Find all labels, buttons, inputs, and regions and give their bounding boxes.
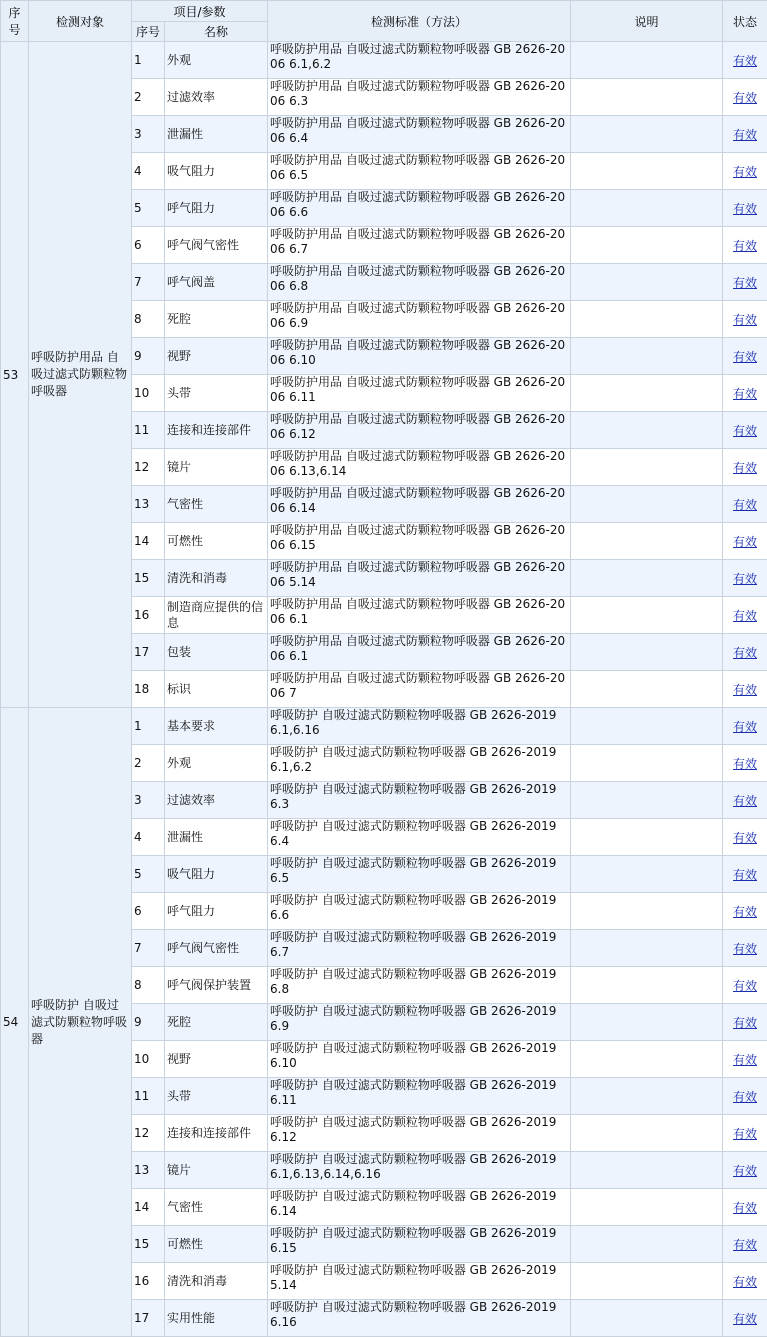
item-status-cell	[723, 523, 767, 560]
item-note	[571, 264, 723, 301]
status-link[interactable]: 有效	[733, 905, 757, 919]
status-link[interactable]: 有效	[733, 720, 757, 734]
item-name: 标识	[165, 671, 268, 708]
status-link[interactable]: 有效	[733, 54, 757, 68]
status-link[interactable]: 有效	[733, 387, 757, 401]
item-name: 可燃性	[165, 523, 268, 560]
item-status-cell	[723, 671, 767, 708]
status-link[interactable]: 有效	[733, 572, 757, 586]
item-number: 9	[132, 338, 165, 375]
item-note	[571, 412, 723, 449]
item-standard: 呼吸防护 自吸过滤式防颗粒物呼吸器 GB 2626-2019 6.4	[268, 819, 571, 856]
item-note	[571, 190, 723, 227]
item-name: 镜片	[165, 449, 268, 486]
item-number: 14	[132, 1189, 165, 1226]
item-number: 8	[132, 967, 165, 1004]
status-link[interactable]: 有效	[733, 683, 757, 697]
item-name: 实用性能	[165, 1300, 268, 1337]
table-header	[1, 1, 767, 42]
item-note	[571, 1078, 723, 1115]
status-link[interactable]: 有效	[733, 239, 757, 253]
item-status-cell	[723, 412, 767, 449]
status-link[interactable]: 有效	[733, 276, 757, 290]
item-name: 基本要求	[165, 708, 268, 745]
item-standard: 呼吸防护 自吸过滤式防颗粒物呼吸器 GB 2626-2019 6.9	[268, 1004, 571, 1041]
item-status-cell	[723, 634, 767, 671]
item-status-cell	[723, 930, 767, 967]
item-name: 头带	[165, 1078, 268, 1115]
item-note	[571, 79, 723, 116]
status-link[interactable]: 有效	[733, 1312, 757, 1326]
item-standard: 呼吸防护 自吸过滤式防颗粒物呼吸器 GB 2626-2019 6.6	[268, 893, 571, 930]
item-name: 可燃性	[165, 1226, 268, 1263]
item-status-cell	[723, 449, 767, 486]
item-note	[571, 227, 723, 264]
item-status-cell	[723, 153, 767, 190]
status-link[interactable]: 有效	[733, 1127, 757, 1141]
header-item-seq: 序号	[132, 22, 165, 42]
item-name: 呼气阻力	[165, 893, 268, 930]
item-number: 15	[132, 1226, 165, 1263]
status-link[interactable]: 有效	[733, 1053, 757, 1067]
item-standard: 呼吸防护用品 自吸过滤式防颗粒物呼吸器 GB 2626-2006 6.13,6.14	[268, 449, 571, 486]
item-name: 呼气阀气密性	[165, 227, 268, 264]
item-standard: 呼吸防护 自吸过滤式防颗粒物呼吸器 GB 2626-2019 5.14	[268, 1263, 571, 1300]
item-number: 7	[132, 930, 165, 967]
header-note: 说明	[571, 1, 723, 42]
item-status-cell	[723, 782, 767, 819]
header-object: 检测对象	[29, 1, 132, 42]
item-name: 外观	[165, 42, 268, 79]
item-number: 13	[132, 486, 165, 523]
item-status-cell	[723, 1189, 767, 1226]
status-link[interactable]: 有效	[733, 1201, 757, 1215]
item-number: 11	[132, 1078, 165, 1115]
item-number: 6	[132, 893, 165, 930]
item-note	[571, 1152, 723, 1189]
item-status-cell	[723, 375, 767, 412]
status-link[interactable]: 有效	[733, 128, 757, 142]
item-status-cell	[723, 967, 767, 1004]
item-note	[571, 486, 723, 523]
item-name: 泄漏性	[165, 819, 268, 856]
item-note	[571, 449, 723, 486]
status-link[interactable]: 有效	[733, 498, 757, 512]
item-name: 连接和连接部件	[165, 412, 268, 449]
item-note	[571, 930, 723, 967]
table-row	[1, 42, 767, 79]
item-standard: 呼吸防护 自吸过滤式防颗粒物呼吸器 GB 2626-2019 6.7	[268, 930, 571, 967]
item-name: 头带	[165, 375, 268, 412]
status-link[interactable]: 有效	[733, 461, 757, 475]
item-note	[571, 782, 723, 819]
header-status: 状态	[723, 1, 767, 42]
item-standard: 呼吸防护用品 自吸过滤式防颗粒物呼吸器 GB 2626-2006 6.3	[268, 79, 571, 116]
item-number: 4	[132, 819, 165, 856]
item-status-cell	[723, 1300, 767, 1337]
item-standard: 呼吸防护用品 自吸过滤式防颗粒物呼吸器 GB 2626-2006 6.8	[268, 264, 571, 301]
item-name: 气密性	[165, 486, 268, 523]
status-link[interactable]: 有效	[733, 979, 757, 993]
group-seq: 53	[1, 42, 29, 708]
item-note	[571, 338, 723, 375]
item-note	[571, 819, 723, 856]
item-standard: 呼吸防护 自吸过滤式防颗粒物呼吸器 GB 2626-2019 6.3	[268, 782, 571, 819]
item-status-cell	[723, 819, 767, 856]
item-status-cell	[723, 1152, 767, 1189]
item-number: 9	[132, 1004, 165, 1041]
item-status-cell	[723, 301, 767, 338]
header-seq: 序号	[1, 1, 29, 42]
item-note	[571, 967, 723, 1004]
group-object: 呼吸防护用品 自吸过滤式防颗粒物呼吸器	[29, 42, 132, 708]
item-status-cell	[723, 264, 767, 301]
item-number: 16	[132, 1263, 165, 1300]
item-name: 过滤效率	[165, 79, 268, 116]
item-status-cell	[723, 893, 767, 930]
item-status-cell	[723, 338, 767, 375]
header-standard: 检测标准（方法）	[268, 1, 571, 42]
item-note	[571, 1041, 723, 1078]
item-standard: 呼吸防护用品 自吸过滤式防颗粒物呼吸器 GB 2626-2006 6.10	[268, 338, 571, 375]
item-status-cell	[723, 486, 767, 523]
item-status-cell	[723, 227, 767, 264]
item-number: 11	[132, 412, 165, 449]
item-name: 视野	[165, 338, 268, 375]
item-number: 10	[132, 375, 165, 412]
status-link[interactable]: 有效	[733, 202, 757, 216]
item-standard: 呼吸防护用品 自吸过滤式防颗粒物呼吸器 GB 2626-2006 6.9	[268, 301, 571, 338]
item-number: 14	[132, 523, 165, 560]
item-standard: 呼吸防护用品 自吸过滤式防颗粒物呼吸器 GB 2626-2006 6.15	[268, 523, 571, 560]
item-standard: 呼吸防护用品 自吸过滤式防颗粒物呼吸器 GB 2626-2006 6.7	[268, 227, 571, 264]
status-link[interactable]: 有效	[733, 165, 757, 179]
group-seq: 54	[1, 708, 29, 1337]
header-item-name: 名称	[165, 22, 268, 42]
item-name: 连接和连接部件	[165, 1115, 268, 1152]
item-number: 1	[132, 708, 165, 745]
status-link[interactable]: 有效	[733, 350, 757, 364]
item-note	[571, 42, 723, 79]
item-standard: 呼吸防护 自吸过滤式防颗粒物呼吸器 GB 2626-2019 6.16	[268, 1300, 571, 1337]
item-name: 外观	[165, 745, 268, 782]
status-link[interactable]: 有效	[733, 313, 757, 327]
item-name: 清洗和消毒	[165, 560, 268, 597]
item-standard: 呼吸防护 自吸过滤式防颗粒物呼吸器 GB 2626-2019 6.1,6.16	[268, 708, 571, 745]
item-status-cell	[723, 1226, 767, 1263]
item-note	[571, 301, 723, 338]
item-number: 17	[132, 634, 165, 671]
item-standard: 呼吸防护用品 自吸过滤式防颗粒物呼吸器 GB 2626-2006 6.1	[268, 634, 571, 671]
item-standard: 呼吸防护 自吸过滤式防颗粒物呼吸器 GB 2626-2019 6.5	[268, 856, 571, 893]
status-link[interactable]: 有效	[733, 794, 757, 808]
status-link[interactable]: 有效	[733, 1016, 757, 1030]
item-number: 3	[132, 116, 165, 153]
item-number: 7	[132, 264, 165, 301]
item-name: 死腔	[165, 1004, 268, 1041]
item-note	[571, 597, 723, 634]
item-number: 2	[132, 79, 165, 116]
item-standard: 呼吸防护 自吸过滤式防颗粒物呼吸器 GB 2626-2019 6.11	[268, 1078, 571, 1115]
item-note	[571, 745, 723, 782]
status-link[interactable]: 有效	[733, 1238, 757, 1252]
item-number: 5	[132, 190, 165, 227]
status-link[interactable]: 有效	[733, 91, 757, 105]
item-name: 吸气阻力	[165, 856, 268, 893]
item-note	[571, 523, 723, 560]
item-name: 死腔	[165, 301, 268, 338]
item-note	[571, 153, 723, 190]
item-status-cell	[723, 708, 767, 745]
item-standard: 呼吸防护用品 自吸过滤式防颗粒物呼吸器 GB 2626-2006 6.12	[268, 412, 571, 449]
header-items: 项目/参数	[132, 1, 268, 22]
item-note	[571, 1300, 723, 1337]
item-name: 呼气阀保护装置	[165, 967, 268, 1004]
item-standard: 呼吸防护 自吸过滤式防颗粒物呼吸器 GB 2626-2019 6.14	[268, 1189, 571, 1226]
status-link[interactable]: 有效	[733, 1090, 757, 1104]
item-status-cell	[723, 190, 767, 227]
item-name: 过滤效率	[165, 782, 268, 819]
item-note	[571, 1189, 723, 1226]
item-note	[571, 634, 723, 671]
item-note	[571, 1226, 723, 1263]
item-status-cell	[723, 560, 767, 597]
item-note	[571, 708, 723, 745]
item-standard: 呼吸防护用品 自吸过滤式防颗粒物呼吸器 GB 2626-2006 6.5	[268, 153, 571, 190]
item-status-cell	[723, 1041, 767, 1078]
item-standard: 呼吸防护 自吸过滤式防颗粒物呼吸器 GB 2626-2019 6.8	[268, 967, 571, 1004]
item-note	[571, 1004, 723, 1041]
item-name: 制造商应提供的信息	[165, 597, 268, 634]
item-number: 17	[132, 1300, 165, 1337]
item-standard: 呼吸防护用品 自吸过滤式防颗粒物呼吸器 GB 2626-2006 7	[268, 671, 571, 708]
table-row	[1, 708, 767, 745]
item-name: 吸气阻力	[165, 153, 268, 190]
item-standard: 呼吸防护 自吸过滤式防颗粒物呼吸器 GB 2626-2019 6.12	[268, 1115, 571, 1152]
item-number: 12	[132, 1115, 165, 1152]
item-name: 视野	[165, 1041, 268, 1078]
status-link[interactable]: 有效	[733, 646, 757, 660]
item-status-cell	[723, 745, 767, 782]
item-number: 16	[132, 597, 165, 634]
status-link[interactable]: 有效	[733, 757, 757, 771]
item-name: 镜片	[165, 1152, 268, 1189]
item-standard: 呼吸防护用品 自吸过滤式防颗粒物呼吸器 GB 2626-2006 6.6	[268, 190, 571, 227]
status-link[interactable]: 有效	[733, 1275, 757, 1289]
group-object: 呼吸防护 自吸过滤式防颗粒物呼吸器	[29, 708, 132, 1337]
item-note	[571, 1263, 723, 1300]
status-link[interactable]: 有效	[733, 942, 757, 956]
item-number: 1	[132, 42, 165, 79]
item-name: 包装	[165, 634, 268, 671]
item-standard: 呼吸防护 自吸过滤式防颗粒物呼吸器 GB 2626-2019 6.1,6.2	[268, 745, 571, 782]
item-number: 15	[132, 560, 165, 597]
item-status-cell	[723, 116, 767, 153]
item-status-cell	[723, 1004, 767, 1041]
item-standard: 呼吸防护 自吸过滤式防颗粒物呼吸器 GB 2626-2019 6.10	[268, 1041, 571, 1078]
item-number: 5	[132, 856, 165, 893]
item-standard: 呼吸防护 自吸过滤式防颗粒物呼吸器 GB 2626-2019 6.1,6.13,6.14,6.16	[268, 1152, 571, 1189]
item-status-cell	[723, 1078, 767, 1115]
item-note	[571, 116, 723, 153]
item-status-cell	[723, 1263, 767, 1300]
item-status-cell	[723, 1115, 767, 1152]
item-note	[571, 560, 723, 597]
item-number: 12	[132, 449, 165, 486]
item-name: 清洗和消毒	[165, 1263, 268, 1300]
item-status-cell	[723, 42, 767, 79]
item-note	[571, 893, 723, 930]
item-status-cell	[723, 597, 767, 634]
item-note	[571, 375, 723, 412]
item-standard: 呼吸防护用品 自吸过滤式防颗粒物呼吸器 GB 2626-2006 6.14	[268, 486, 571, 523]
item-note	[571, 671, 723, 708]
item-standard: 呼吸防护用品 自吸过滤式防颗粒物呼吸器 GB 2626-2006 6.1,6.2	[268, 42, 571, 79]
item-name: 呼气阻力	[165, 190, 268, 227]
item-standard: 呼吸防护用品 自吸过滤式防颗粒物呼吸器 GB 2626-2006 6.1	[268, 597, 571, 634]
item-note	[571, 856, 723, 893]
item-name: 气密性	[165, 1189, 268, 1226]
item-status-cell	[723, 79, 767, 116]
status-link[interactable]: 有效	[733, 1164, 757, 1178]
status-link[interactable]: 有效	[733, 831, 757, 845]
status-link[interactable]: 有效	[733, 535, 757, 549]
item-note	[571, 1115, 723, 1152]
item-name: 泄漏性	[165, 116, 268, 153]
item-number: 2	[132, 745, 165, 782]
item-standard: 呼吸防护用品 自吸过滤式防颗粒物呼吸器 GB 2626-2006 6.11	[268, 375, 571, 412]
item-number: 8	[132, 301, 165, 338]
item-number: 18	[132, 671, 165, 708]
item-number: 6	[132, 227, 165, 264]
status-link[interactable]: 有效	[733, 424, 757, 438]
item-name: 呼气阀气密性	[165, 930, 268, 967]
item-number: 10	[132, 1041, 165, 1078]
item-number: 3	[132, 782, 165, 819]
item-standard: 呼吸防护 自吸过滤式防颗粒物呼吸器 GB 2626-2019 6.15	[268, 1226, 571, 1263]
item-number: 4	[132, 153, 165, 190]
status-link[interactable]: 有效	[733, 868, 757, 882]
item-name: 呼气阀盖	[165, 264, 268, 301]
item-number: 13	[132, 1152, 165, 1189]
table-body	[1, 42, 767, 1337]
status-link[interactable]: 有效	[733, 609, 757, 623]
item-standard: 呼吸防护用品 自吸过滤式防颗粒物呼吸器 GB 2626-2006 6.4	[268, 116, 571, 153]
item-status-cell	[723, 856, 767, 893]
item-standard: 呼吸防护用品 自吸过滤式防颗粒物呼吸器 GB 2626-2006 5.14	[268, 560, 571, 597]
